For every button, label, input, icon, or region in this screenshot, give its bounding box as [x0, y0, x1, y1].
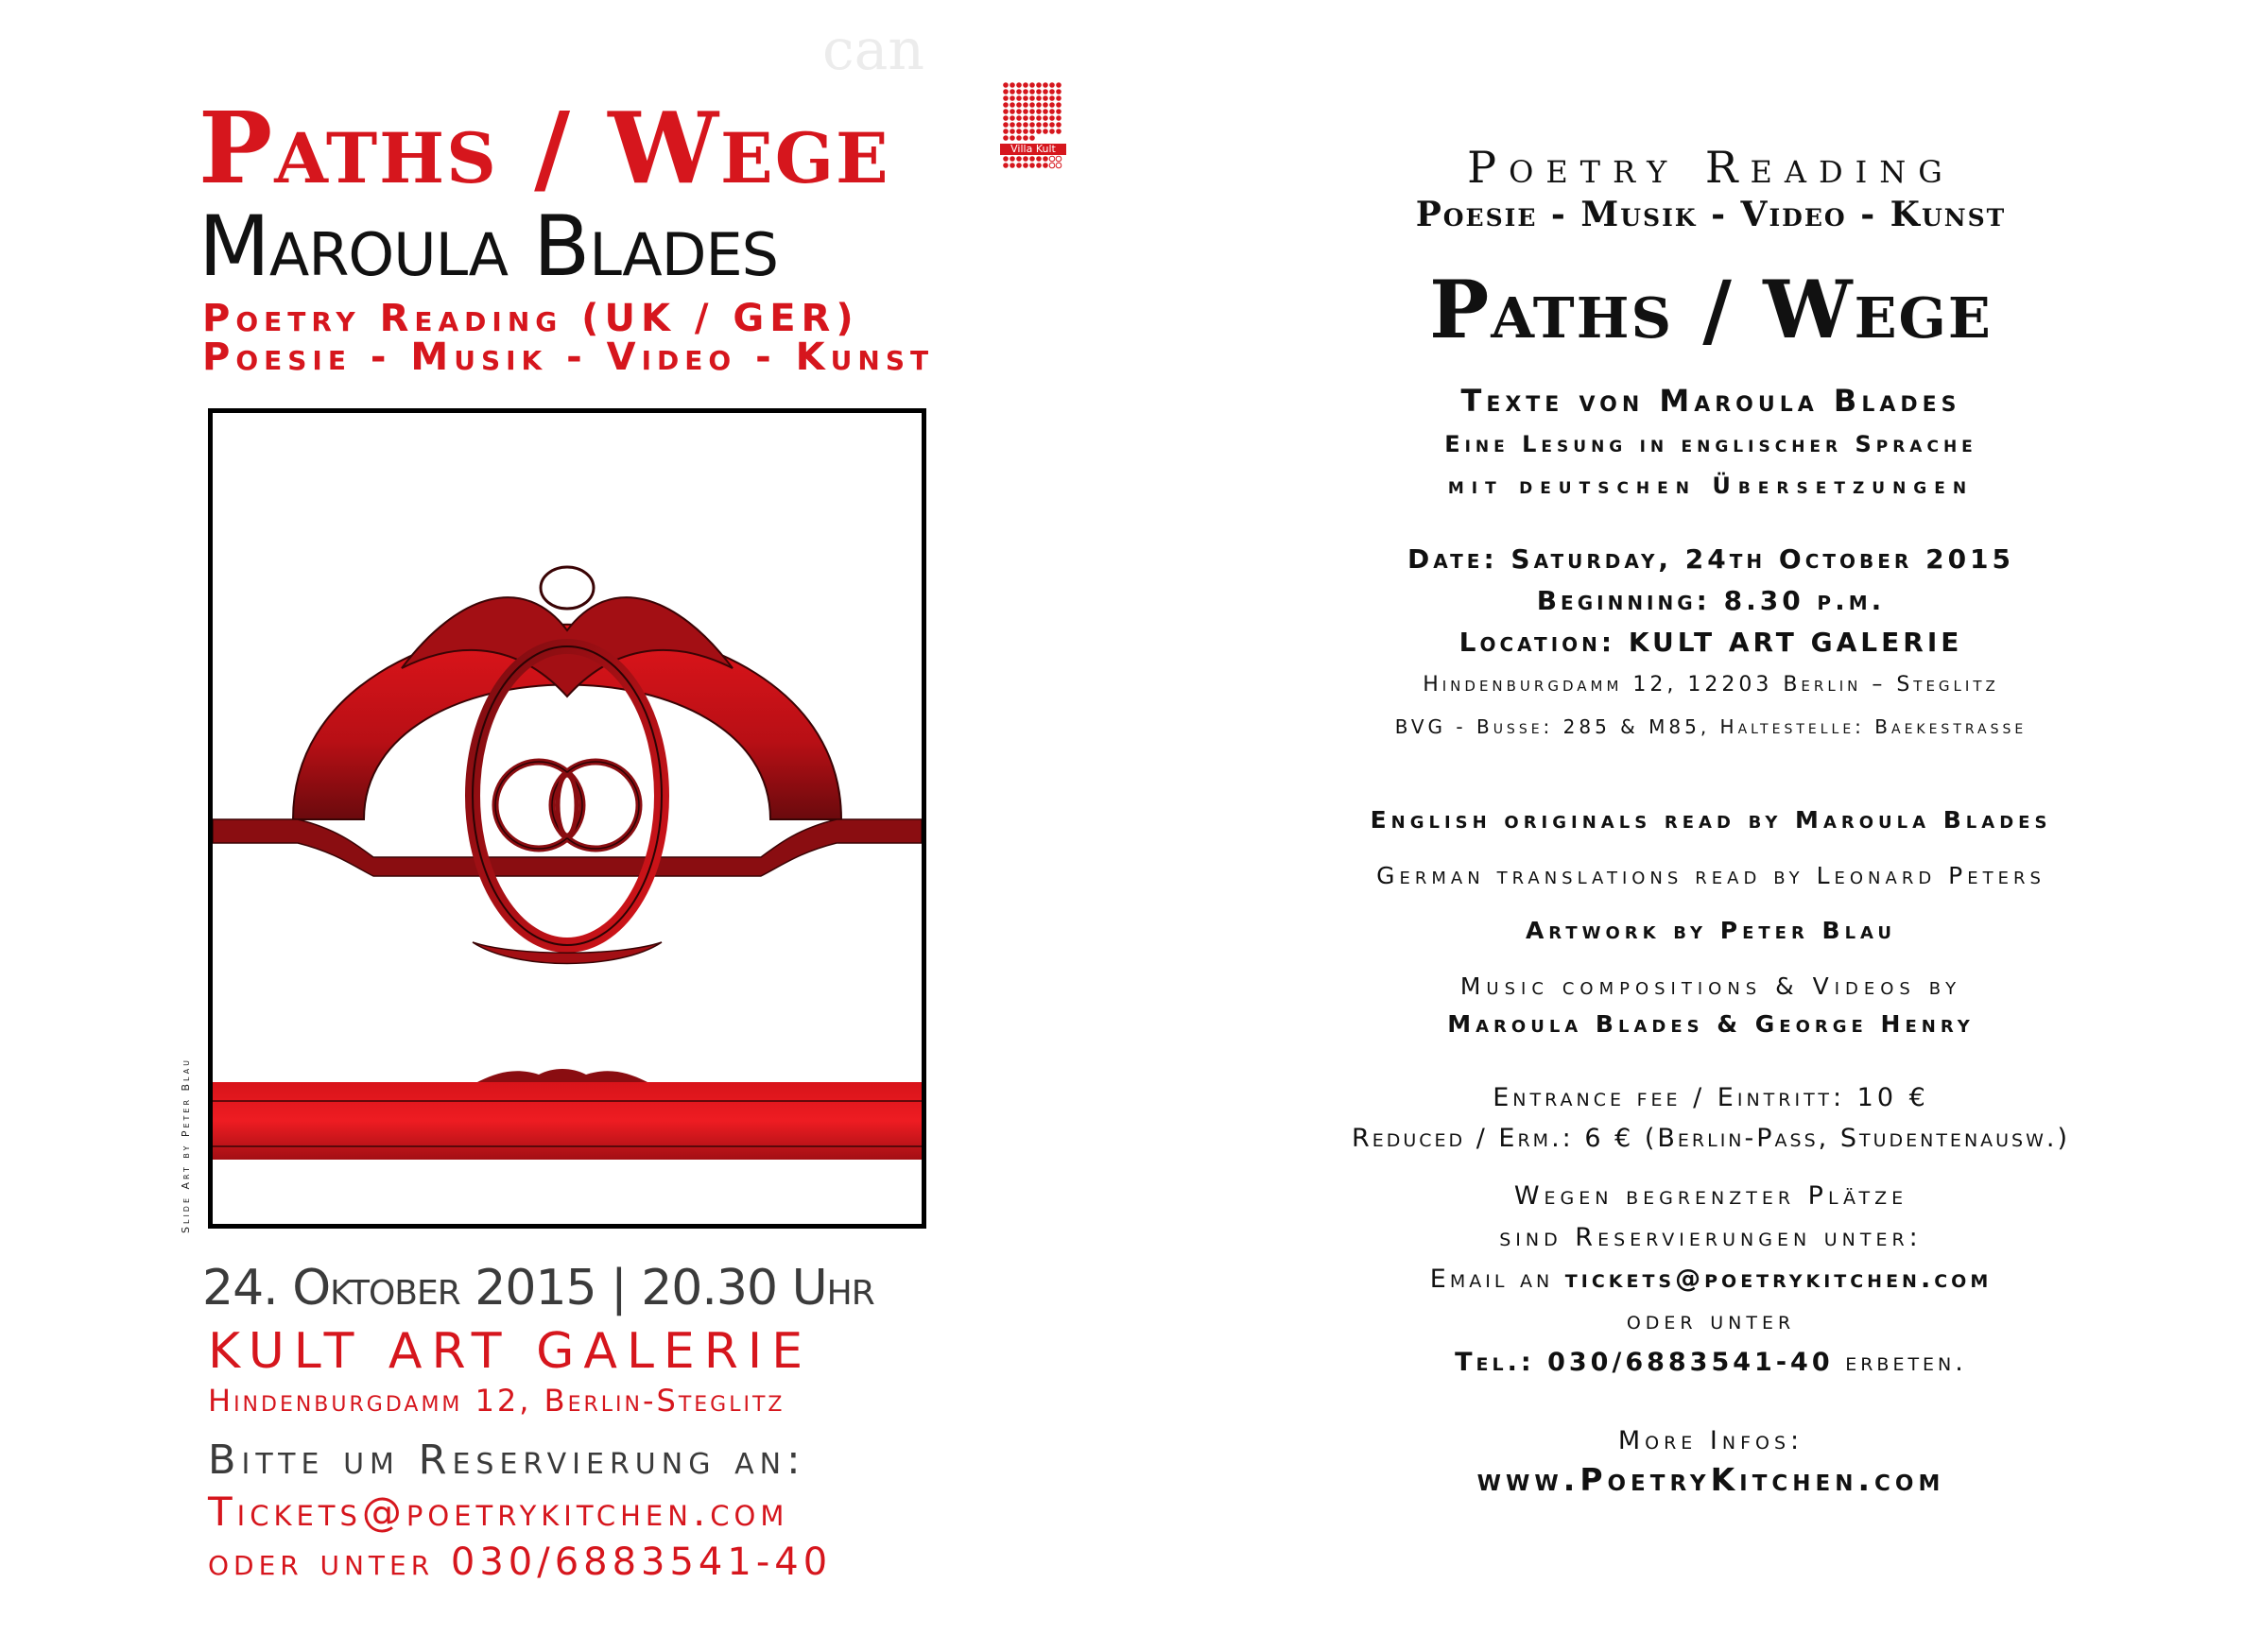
artwork-frame	[208, 408, 926, 1229]
left-venue: KULT ART GALERIE	[208, 1323, 813, 1380]
right-reservations: sind Reservierungen unter:	[1499, 1223, 1923, 1252]
right-german-reader: German translations read by Leonard Peters	[1376, 862, 2045, 889]
right-or-under: oder unter	[1626, 1306, 1796, 1335]
right-telephone-line	[1238, 1348, 2183, 1377]
right-english-reader: English originals read by Maroula Blades	[1370, 806, 2052, 834]
right-title: Paths / Wege	[1429, 263, 1993, 356]
right-reading-translations: mit deutschen Übersetzungen	[1447, 473, 1975, 499]
left-title: Paths / Wege	[198, 90, 890, 206]
right-poetry-reading: Poetry Reading	[1467, 142, 1955, 193]
artwork-image	[213, 413, 922, 1224]
right-website[interactable]: www.PoetryKitchen.com	[1476, 1461, 1945, 1498]
villa-kult-logo	[1000, 81, 1066, 176]
right-email-prefix: Email an	[1429, 1265, 1554, 1294]
right-email-line	[1238, 1265, 2183, 1294]
right-artwork-credit: Artwork by Peter Blau	[1525, 917, 1897, 944]
right-music-credit-names: Maroula Blades & George Henry	[1447, 1010, 1975, 1038]
right-music-credit-label: Music compositions & Videos by	[1459, 972, 1962, 1000]
right-transport: BVG - Busse: 285 & M85, Haltestelle: Baekestrasse	[1394, 715, 2028, 738]
left-date-time: 24. Oktober 2015 | 20.30 Uhr	[202, 1260, 874, 1316]
right-beginning: Beginning: 8.30 p.m.	[1536, 585, 1886, 616]
left-subtitle-disciplines: Poesie - Musik - Video - Kunst	[202, 336, 935, 379]
villa-kult-logo-text: Villa Kult	[1000, 144, 1066, 155]
right-entrance-fee: Entrance fee / Eintritt: 10 €	[1493, 1083, 1929, 1112]
right-more-info: More Infos:	[1617, 1426, 1804, 1455]
right-date: Date: Saturday, 24th October 2015	[1407, 543, 2015, 575]
right-telephone-suffix: erbeten.	[1845, 1348, 1967, 1377]
left-author: Maroula Blades	[198, 198, 778, 295]
left-email: Tickets@poetrykitchen.com	[208, 1489, 789, 1535]
right-limited-seats: Wegen begrenzter Plätze	[1513, 1181, 1908, 1211]
left-subtitle-poetry-reading: Poetry Reading (UK / GER)	[202, 297, 859, 340]
right-location: Location: KULT ART GALERIE	[1458, 627, 1963, 658]
watermark: can	[822, 17, 925, 83]
right-telephone: Tel.: 030/6883541-40	[1455, 1348, 1834, 1377]
right-reading-language: Eine Lesung in englischer Sprache	[1444, 431, 1977, 457]
right-texts-by: Texte von Maroula Blades	[1460, 383, 1961, 419]
right-disciplines: Poesie - Musik - Video - Kunst	[1415, 195, 2007, 234]
right-address: Hindenburgdamm 12, 12203 Berlin – Steglitz	[1423, 673, 1999, 697]
left-phone: oder unter 030/6883541-40	[208, 1540, 833, 1584]
left-reservation-label: Bitte um Reservierung an:	[208, 1437, 806, 1484]
artwork-credit: Slide Art by Peter Blau	[180, 1057, 192, 1233]
right-email-address[interactable]: tickets@poetrykitchen.com	[1564, 1265, 1993, 1294]
left-address: Hindenburgdamm 12, Berlin-Steglitz	[208, 1383, 785, 1419]
right-reduced-fee: Reduced / Erm.: 6 € (Berlin-Pass, Studentenausw.)	[1351, 1124, 2071, 1153]
